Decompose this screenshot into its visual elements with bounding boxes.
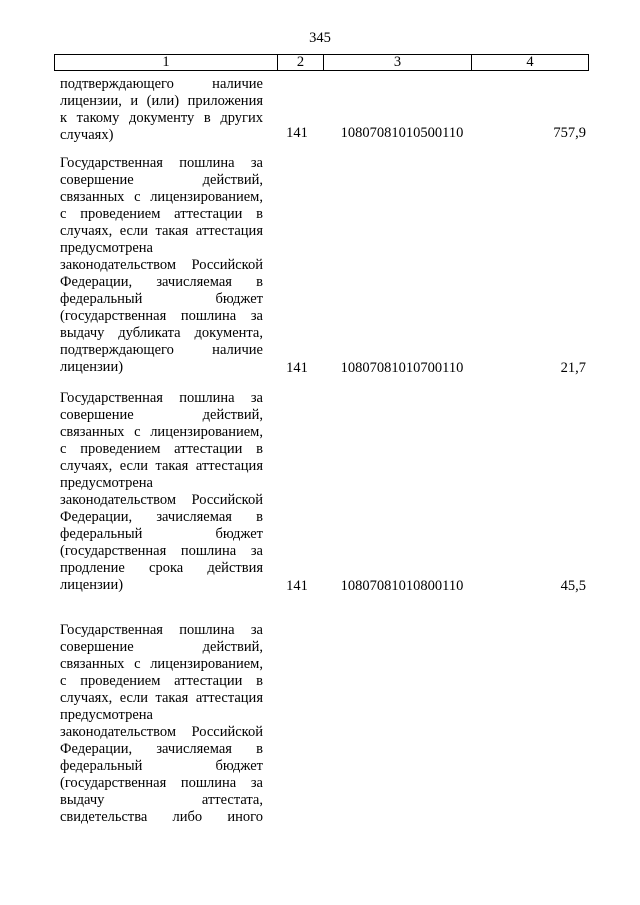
description-line: (государственная пошлина за bbox=[60, 308, 263, 324]
description-line: законодательством Российской bbox=[60, 492, 263, 508]
description-line: законодательством Российской bbox=[60, 724, 263, 740]
description-line: предусмотрена bbox=[60, 707, 153, 723]
row-amount: 45,5 bbox=[560, 578, 586, 594]
header-row bbox=[55, 55, 589, 71]
row-admin-code: 141 bbox=[286, 578, 308, 594]
description-line: к такому документу в других bbox=[60, 110, 263, 126]
description-line: подтверждающего наличие bbox=[60, 342, 263, 358]
description-line: подтверждающего наличие bbox=[60, 76, 263, 92]
description-line: с проведением аттестации в bbox=[60, 206, 263, 222]
row-description bbox=[60, 622, 263, 826]
description-line: федеральный бюджет bbox=[60, 758, 263, 774]
row-description bbox=[60, 76, 263, 144]
description-line: предусмотрена bbox=[60, 240, 153, 256]
row-description bbox=[60, 155, 263, 376]
description-line: Государственная пошлина за bbox=[60, 622, 263, 638]
description-line: Федерации, зачисляемая в bbox=[60, 509, 263, 525]
row-description bbox=[60, 390, 263, 594]
row-kbk-code: 10807081010500110 bbox=[340, 125, 464, 141]
row-kbk-code: 10807081010700110 bbox=[340, 360, 464, 376]
description-line: совершение действий, bbox=[60, 172, 263, 188]
description-line: совершение действий, bbox=[60, 639, 263, 655]
description-line: предусмотрена bbox=[60, 475, 153, 491]
description-line: (государственная пошлина за bbox=[60, 775, 263, 791]
header-col-3: 3 bbox=[324, 55, 472, 71]
description-line: с проведением аттестации в bbox=[60, 673, 263, 689]
description-line: случаях) bbox=[60, 127, 114, 143]
description-line: Государственная пошлина за bbox=[60, 155, 263, 171]
description-line: случаях, если такая аттестация bbox=[60, 223, 263, 239]
description-line: лицензии) bbox=[60, 359, 124, 375]
description-line: выдачу аттестата, bbox=[60, 792, 263, 808]
description-line: Федерации, зачисляемая в bbox=[60, 274, 263, 290]
row-admin-code: 141 bbox=[286, 125, 308, 141]
description-line: федеральный бюджет bbox=[60, 291, 263, 307]
description-line: свидетельства либо иного bbox=[60, 809, 263, 825]
description-line: случаях, если такая аттестация bbox=[60, 458, 263, 474]
description-line: (государственная пошлина за bbox=[60, 543, 263, 559]
description-line: связанных с лицензированием, bbox=[60, 189, 263, 205]
description-line: законодательством Российской bbox=[60, 257, 263, 273]
description-line: Федерации, зачисляемая в bbox=[60, 741, 263, 757]
header-col-1: 1 bbox=[55, 55, 278, 71]
description-line: совершение действий, bbox=[60, 407, 263, 423]
description-line: выдачу дубликата документа, bbox=[60, 325, 263, 341]
table-header bbox=[54, 54, 589, 71]
description-line: Государственная пошлина за bbox=[60, 390, 263, 406]
row-admin-code: 141 bbox=[286, 360, 308, 376]
description-line: федеральный бюджет bbox=[60, 526, 263, 542]
header-col-4: 4 bbox=[472, 55, 589, 71]
page-number: 345 bbox=[309, 30, 331, 46]
row-kbk-code: 10807081010800110 bbox=[340, 578, 464, 594]
row-amount: 757,9 bbox=[553, 125, 586, 141]
header-col-2: 2 bbox=[278, 55, 324, 71]
description-line: случаях, если такая аттестация bbox=[60, 690, 263, 706]
row-amount: 21,7 bbox=[560, 360, 586, 376]
description-line: связанных с лицензированием, bbox=[60, 424, 263, 440]
description-line: связанных с лицензированием, bbox=[60, 656, 263, 672]
description-line: продление срока действия bbox=[60, 560, 263, 576]
description-line: с проведением аттестации в bbox=[60, 441, 263, 457]
description-line: лицензии) bbox=[60, 577, 124, 593]
description-line: лицензии, и (или) приложения bbox=[60, 93, 263, 109]
